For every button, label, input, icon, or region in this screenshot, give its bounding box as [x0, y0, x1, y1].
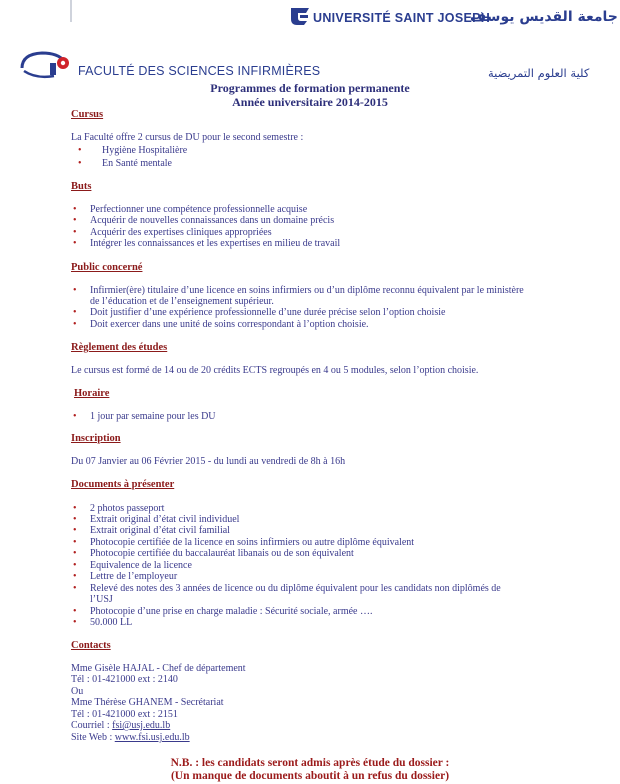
contact-web-row	[71, 732, 190, 744]
email-label: Courriel :	[71, 720, 113, 731]
section-heading-public: Public concerné	[71, 262, 143, 273]
reglement-text: Le cursus est formé de 14 ou de 20 crédits ECTS regroupés en 4 ou 5 modules, selon l’option choisie.	[71, 365, 479, 376]
email-link[interactable]: fsi@usj.edu.lb	[112, 720, 171, 731]
list-item-continuation: de l’éducation et de l’enseignement supérieur.	[90, 296, 274, 307]
university-name-arabic: جامعة القديس يوسف	[470, 9, 618, 25]
section-heading-horaire: Horaire	[74, 388, 110, 399]
faculty-name-arabic: كلية العلوم التمريضية	[488, 66, 590, 80]
contact-name-2: Mme Thérèse GHANEM - Secrétariat	[71, 697, 224, 708]
section-heading-buts: Buts	[71, 181, 92, 192]
footer-note-detail: (Un manque de documents aboutit à un refus du dossier)	[170, 770, 450, 782]
contact-or: Ou	[71, 686, 84, 697]
university-name: UNIVERSITÉ SAINT JOSEPH	[313, 11, 491, 25]
section-heading-inscription: Inscription	[71, 433, 121, 444]
faculty-logo-icon	[20, 48, 72, 80]
website-link[interactable]: www.fsi.usj.edu.lb	[114, 732, 190, 743]
cursus-intro: La Faculté offre 2 cursus de DU pour le second semestre :	[71, 132, 304, 143]
section-heading-documents: Documents à présenter	[71, 479, 175, 490]
document-subtitle: Année universitaire 2014-2015	[232, 95, 388, 109]
contact-phone-1: Tél : 01-421000 ext : 2140	[71, 674, 178, 685]
web-label: Site Web :	[71, 732, 115, 743]
contact-name-1: Mme Gisèle HAJAL - Chef de département	[71, 663, 246, 674]
section-heading-cursus: Cursus	[71, 109, 104, 120]
document-title: Programmes de formation permanente	[210, 81, 410, 95]
section-heading-reglement: Règlement des études	[71, 342, 168, 353]
contact-phone-2: Tél : 01-421000 ext : 2151	[71, 709, 178, 720]
section-heading-contacts: Contacts	[71, 640, 111, 651]
contact-email-row	[71, 720, 170, 732]
page-edge-line	[70, 0, 72, 22]
inscription-text: Du 07 Janvier au 06 Février 2015 - du lundi au vendredi de 8h à 16h	[71, 456, 346, 467]
usj-logo-icon	[289, 6, 311, 26]
list-item-continuation: l’USJ	[90, 594, 113, 605]
faculty-name: FACULTÉ DES SCIENCES INFIRMIÈRES	[78, 64, 321, 78]
footer-note: N.B. : les candidats seront admis après étude du dossier :	[170, 757, 450, 769]
